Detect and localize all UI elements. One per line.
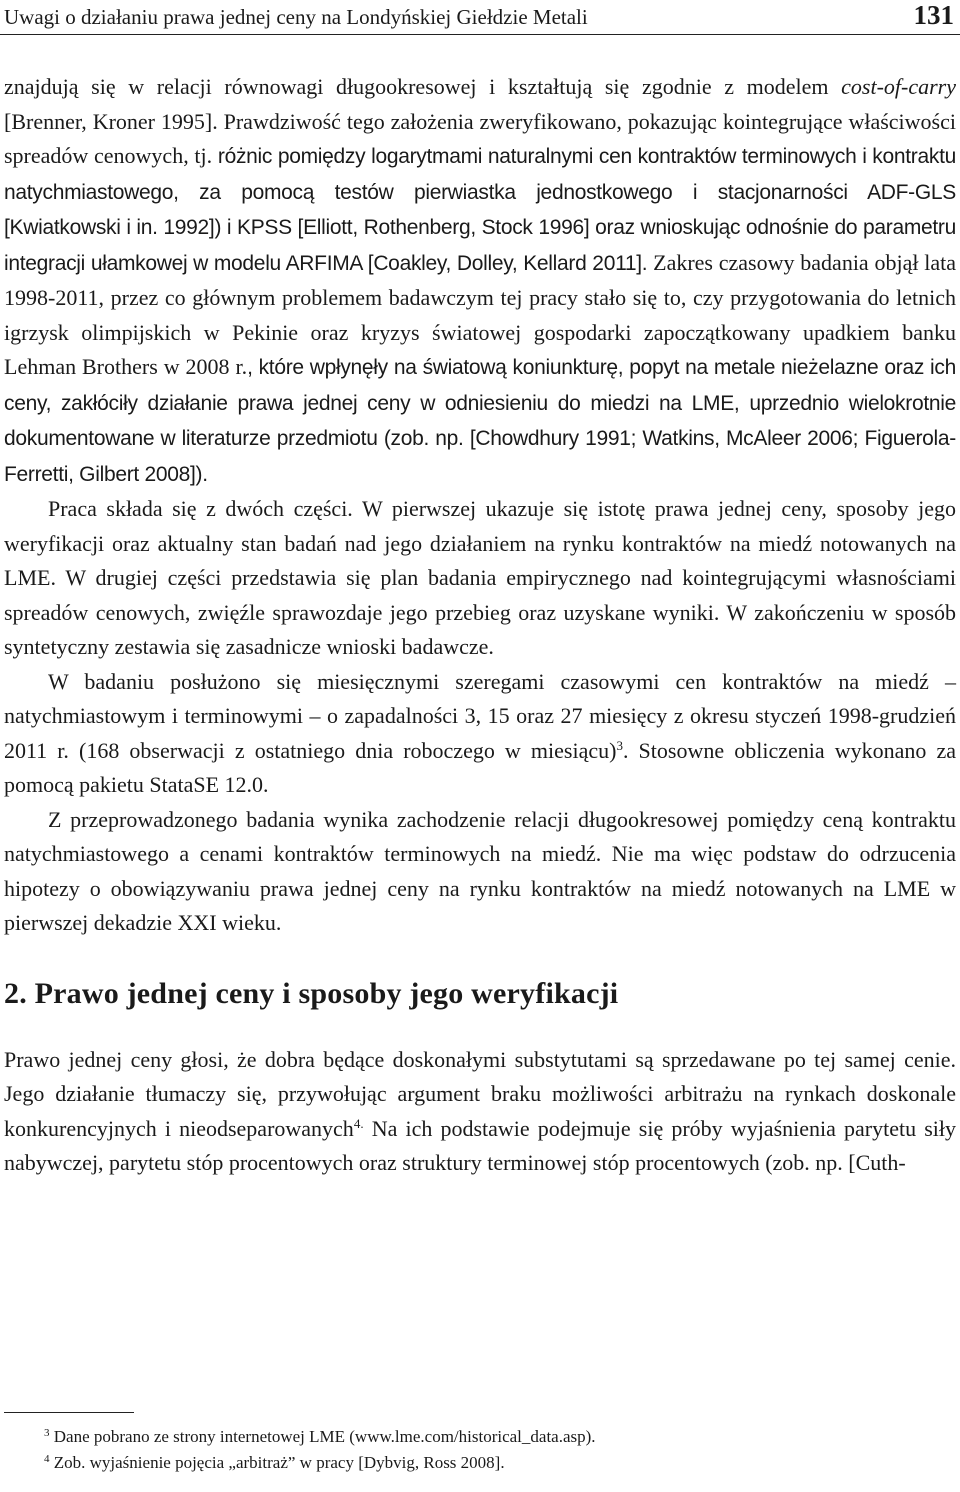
footnote-number: 3 (44, 1427, 50, 1439)
footnote-ref-4[interactable]: 4. (353, 1115, 364, 1131)
p3-part-a: W badaniu posłużono się miesięcznymi szeregami czasowymi cen kontraktów na miedź – natychmiastowym i terminowymi – o zapadalności 3, 15 oraz 27 miesięcy z okresu styczeń 1998-grudzień 2011 r. (168 obserwacji z ostatniego dnia roboczego w miesiącu) (4, 668, 956, 763)
p5-part-b: Na ich podstawie podejmuje się próby wyjaśnienia parytetu siły nabywczej, parytetu stóp procentowych oraz struktury terminowej stóp procentowych (zob. np. [Cuth- (4, 1115, 956, 1175)
p5-part-a: Prawo jednej ceny głosi, że dobra będące doskonałymi substytutami są sprzedawane po tej samej cenie. Jego działanie tłumaczy się, przywołując argument braku możliwości arbitrażu na rynkach doskonale konkurencyjnych i nieodseparowanych (4, 1046, 956, 1141)
p1-part-c: [Brenner, Kroner 1995]. Prawdziwość tego założenia zweryfikowano, pokazując kointegrujące właściwości spreadów cenowych, tj. (4, 108, 956, 168)
p1-part-e: Zakres czasowy badania objął lata 1998-2011, przez co głównym problemem badawczym tej pracy stało się to, czy przygotowania do letnich igrzysk olimpijskich w Pekinie oraz kryzys światowej gospodarki zapoczątkowany upadkiem banku Lehman Brothers w 2008 r. (4, 249, 956, 379)
p1-part-f: , które wpłynęły na światową koniunkturę, popyt na metale nieżelazne oraz ich ceny, zakłóciły działanie prawa jednej ceny w odniesieniu do miedzi na LME, uprzednio wielokrotnie dokumentowane w literaturze przedmiotu (zob. np. [Chowdhury 1991; Watkins, McAleer 2006; Figuerola-Ferretti, Gilbert 2008]). (4, 356, 956, 486)
footnote-text: Dane pobrano ze strony internetowej LME (www.lme.com/historical_data.asp). (53, 1427, 596, 1446)
running-header (4, 2, 956, 32)
paragraph-3 (4, 665, 956, 803)
p1-part-a: znajdują się w relacji równowagi długookresowej i kształtują się zgodnie z modelem (4, 74, 842, 99)
footnote-number: 4 (44, 1453, 50, 1465)
footnotes (44, 1424, 944, 1476)
p3-part-b: . Stosowne obliczenia wykonano za pomocą pakietu StataSE 12.0. (4, 737, 957, 797)
paragraph-2: Praca składa się z dwóch części. W pierwszej ukazuje się istotę prawa jednej ceny, sposoby jego weryfikacji oraz aktualny stan badań nad jego działaniem na rynku kontraktów na miedź notowanych na LME. W drugiej części przedstawia się plan badania empirycznego nad kointegrującymi własnościami spreadów cenowych, zwięźle sprawozdaje jego przebieg oraz uzyskane wyniki. W zakończeniu w sposób syntetyczny zestawia się zasadnicze wnioski badawcze. (4, 496, 956, 659)
footnote-4 (44, 1450, 944, 1476)
p1-part-d: różnic pomiędzy logarytmami naturalnymi cen kontraktów terminowych i kontraktu natychmiastowego, za pomocą testów pierwiastka jednostkowego i stacjonarności ADF-GLS [Kwiatkowski i in. 1992]) i KPSS [Elliott, Rothenberg, Stock 1996] oraz wnioskując odnośnie do parametru integracji ułamkowej w modelu ARFIMA [Coakley, Dolley, Kellard 2011]. (4, 145, 956, 275)
page-number: 131 (913, 0, 954, 30)
footnote-ref-3[interactable]: 3 (616, 737, 623, 753)
section-heading: 2. Prawo jednej ceny i sposoby jego weryfikacji (4, 976, 619, 1010)
p1-italic-term: cost-of-carry (841, 74, 956, 99)
running-title: Uwagi o działaniu prawa jednej ceny na Londyńskiej Giełdzie Metali (4, 5, 588, 29)
paragraph-5 (4, 1043, 956, 1181)
body-text (4, 70, 956, 1181)
paragraph-4: Z przeprowadzonego badania wynika zachodzenie relacji długookresowej pomiędzy ceną kontraktu natychmiastowego a cenami kontraktów terminowych na miedź. Nie ma więc podstaw do odrzucenia hipotezy o obowiązywaniu prawa jednej ceny na rynku kontraktów na miedź notowanych na LME w pierwszej dekadzie XXI wieku. (4, 806, 956, 935)
footnote-text: Zob. wyjaśnienie pojęcia „arbitraż” w pracy [Dybvig, Ross 2008]. (53, 1453, 505, 1472)
footnote-3 (44, 1424, 944, 1450)
footnote-separator (4, 1412, 134, 1413)
header-rule (0, 34, 960, 35)
paragraph-1 (4, 70, 956, 492)
